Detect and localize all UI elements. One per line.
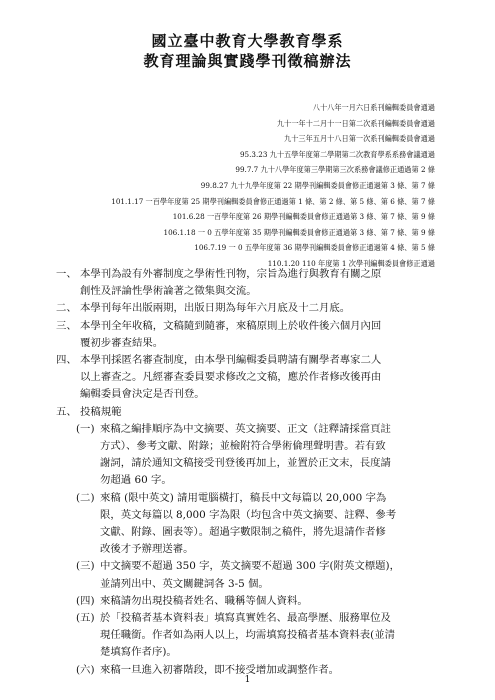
text-line: 來稿一旦進入初審階段，即不接受增加或調整作者。 [100,663,339,676]
text-line: 限，英文每篇以 8,000 字為限（均包含中英文摘要、註釋、參考 [100,508,397,521]
revision-entry: 106.1.18 一 0 五學年度第 35 期學刊編輯委員會修正通過第 3 條、第 7 條、第 9 條 [163,227,435,237]
revision-history [15,100,435,272]
text-line: 來稿 (限中英文) 請用電腦橫打，稿長中文每篇以 20,000 字為 [100,491,387,504]
text-line: 編輯委員會決定是否刊登。 [80,388,205,401]
text-line: 於「投稿者基本資料表」填寫真實姓名、最高學歷、服務單位及 [100,612,391,625]
text-line: 方式）、參考文獻、附錄；並檢附符合學術倫理聲明書。若有致 [100,440,386,453]
sub-item [56,490,446,559]
text-line: 本學刊全年收稿，文稿隨到隨審，來稿原則上於收件後六個月內回 [80,319,382,332]
item-marker: 五、 [56,405,77,418]
revision-entry: 99.7.7 九十八學年度第三學期第三次系務會議修正通過第 2 條 [235,165,435,175]
text-line: 創性及評論性學術論著之徵集與交流。 [80,285,257,298]
item-marker: (二) [76,491,95,504]
text-line: 改後才予辦理送審。 [100,543,194,556]
article [56,266,446,300]
item-marker: (一) [76,422,95,435]
page-number: 1 [244,675,251,685]
text-line: 來稿請勿出現投稿者姓名、職稱等個人資料。 [100,594,308,607]
article [56,318,446,352]
item-marker: 三、 [56,319,77,332]
revision-entry: 101.6.28 一百學年度第 26 期學刊編輯委員會修正通過第 3 條、第 7 條、第 9 條 [172,212,435,222]
text-line: 以上審查之。凡經審查委員要求修改之文稿，應於作者修改後再由 [80,371,382,384]
item-marker: (五) [76,612,95,625]
revision-entry: 95.3.23 九十五學年度第二學期第二次教育學系系務會議通過 [239,149,435,159]
text-line: 文獻、附錄、圖表等）。超過字數限制之稿件，將先退請作者修 [100,526,386,539]
sub-item [56,610,446,662]
text-line: 來稿之編排順序為中文摘要、英文摘要、正文（註釋請採當頁註 [100,422,391,435]
revision-entry: 八十八年一月六日系刊編輯委員會通過 [312,103,435,112]
text-line: 本學刊每年出版兩期，出版日期為每年六月底及十二月底。 [80,302,351,315]
text-line: 楚填寫作者序)。 [100,646,177,659]
revision-entry: 九十一年十二月十一日第二次系刊編輯委員會通過 [276,118,435,128]
item-marker: (三) [76,560,95,573]
revision-entry: 110.1.20 110 年度第 1 次學刊編輯委員會修正通過 [267,258,435,268]
page-title: 國立臺中教育大學教育學系 [151,32,344,50]
text-line: 勿超過 60 字。 [100,474,172,487]
item-marker: (四) [76,594,95,607]
regulation-body [56,266,446,679]
revision-entry: 99.8.27 九十九學年度第 22 期學刊編輯委員會修正通過第 3 條、第 7 條 [200,180,435,190]
item-marker: 一、 [56,268,77,280]
sub-item [56,421,446,490]
revision-entry: 106.7.19 一 0 五學年度第 36 期學刊編輯委員會修正通過第 4 條、第 5 條 [194,243,435,253]
text-line: 中文摘要不超過 350 字，英文摘要不超過 300 字(附英文標題)， [100,560,400,573]
item-marker: 二、 [56,302,77,315]
text-line: 謝詞，請於通知文稿接受刊登後再加上，並置於正文末，長度請 [100,457,391,470]
page-subtitle: 教育理論與實踐學刊徵稿辦法 [143,52,352,70]
revision-entry: 101.1.17 一百學年度第 25 期學刊編輯委員會修正通過第 1 條、第 2 條、第 5 條、第 6 條、第 7 條 [111,196,435,206]
sub-item [56,558,446,592]
text-line: 並請列出中、英文關鍵詞各 3-5 個。 [100,577,269,590]
text-line: 本學刊採匿名審查制度，由本學刊編輯委員聘請有關學者專家二人 [80,354,382,367]
sub-item [56,593,446,610]
text-line: 本學刊為設有外審制度之學術性刊物，宗旨為進行與教育有關之原 [80,268,382,280]
revision-entry: 九十三年五月十八日第一次系刊編輯委員會通過 [284,134,435,144]
text-line: 覆初步審查結果。 [80,336,164,349]
article [56,300,446,317]
text-line: 投稿規範 [80,405,122,418]
text-line: 現任職銜。作者如為兩人以上，均需填寫投稿者基本資料表(並清 [100,629,395,642]
item-marker: (六) [76,663,95,676]
article [56,352,446,404]
item-marker: 四、 [56,354,77,367]
article [56,404,446,421]
